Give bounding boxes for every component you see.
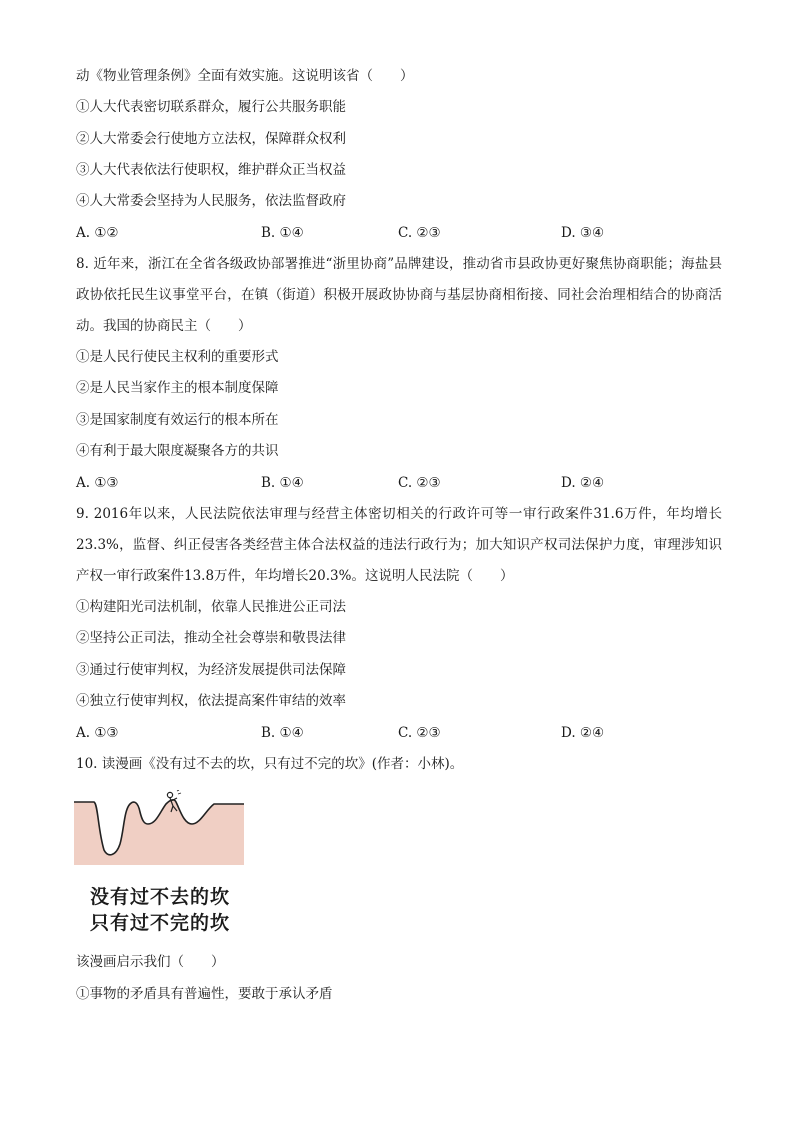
q8-item-4: ④有利于最大限度凝聚各方的共识 <box>76 443 279 459</box>
q9-item-2: ②坚持公正司法，推动全社会尊崇和敬畏法律 <box>76 630 346 646</box>
q10-stem: 10. 读漫画《没有过不去的坎，只有过不完的坎》(作者：小林)。 <box>76 756 464 772</box>
q9-item-4: ④独立行使审判权，依法提高案件审结的效率 <box>76 693 346 709</box>
cartoon-sweat-marks <box>175 790 181 794</box>
q7-option-d: D. ③④ <box>561 225 605 241</box>
q7-stem-tail: 动《物业管理条例》全面有效实施。这说明该省（ ） <box>76 68 414 84</box>
q9-option-b: B. ①④ <box>261 725 304 741</box>
q7-option-a: A. ①② <box>76 225 119 241</box>
q9-option-a: A. ①③ <box>76 725 119 741</box>
q8-option-a: A. ①③ <box>76 475 119 491</box>
q9-item-1: ①构建阳光司法机制，依靠人民推进公正司法 <box>76 599 346 615</box>
q7-option-c: C. ②③ <box>398 225 441 241</box>
q7-item-2: ②人大常委会行使地方立法权，保障群众权利 <box>76 131 346 147</box>
q8-option-c: C. ②③ <box>398 475 441 491</box>
q7-option-b: B. ①④ <box>261 225 304 241</box>
q8-item-1: ①是人民行使民主权利的重要形式 <box>76 349 279 365</box>
q8-item-3: ③是国家制度有效运行的根本所在 <box>76 412 279 428</box>
cartoon-caption-line-2: 只有过不完的坎 <box>90 912 231 934</box>
q9-option-d: D. ②④ <box>561 725 605 741</box>
cartoon-caption-line-1: 没有过不去的坎 <box>90 886 231 908</box>
q10-item-1: ①事物的矛盾具有普遍性，要敢于承认矛盾 <box>76 986 333 1002</box>
q8-stem: 8. 近年来，浙江在全省各级政协部署推进“浙里协商”品牌建设，推动省市县政协更好聚焦协商职能；海盐县政协依托民生议事堂平台，在镇（街道）积极开展政协协商与基层协商相衔接、同社会治理相结合的协商活动。我国的协商民主（ ） <box>76 256 722 334</box>
q9-stem: 9. 2016年以来，人民法院依法审理与经营主体密切相关的行政许可等一审行政案件31.6万件，年均增长23.3%，监督、纠正侵害各类经营主体合法权益的违法行政行为；加大知识产权司法保护力度，审理涉知识产权一审行政案件13.8万件，年均增长20.3%。这说明人民法院（ ） <box>76 506 722 584</box>
q7-options <box>76 223 722 243</box>
cartoon-caption <box>90 884 230 936</box>
q8-options <box>76 473 722 493</box>
q9-item-3: ③通过行使审判权，为经济发展提供司法保障 <box>76 662 346 678</box>
q9-options <box>76 723 722 743</box>
q7-item-3: ③人大代表依法行使职权，维护群众正当权益 <box>76 162 346 178</box>
q8-item-2: ②是人民当家作主的根本制度保障 <box>76 380 279 396</box>
q9-option-c: C. ②③ <box>398 725 441 741</box>
cartoon-image <box>74 790 244 865</box>
q7-item-4: ④人大常委会坚持为人民服务，依法监督政府 <box>76 193 346 209</box>
q10-prompt: 该漫画启示我们（ ） <box>76 954 225 970</box>
q8-option-b: B. ①④ <box>261 475 304 491</box>
q8-option-d: D. ②④ <box>561 475 605 491</box>
q7-item-1: ①人大代表密切联系群众，履行公共服务职能 <box>76 99 346 115</box>
